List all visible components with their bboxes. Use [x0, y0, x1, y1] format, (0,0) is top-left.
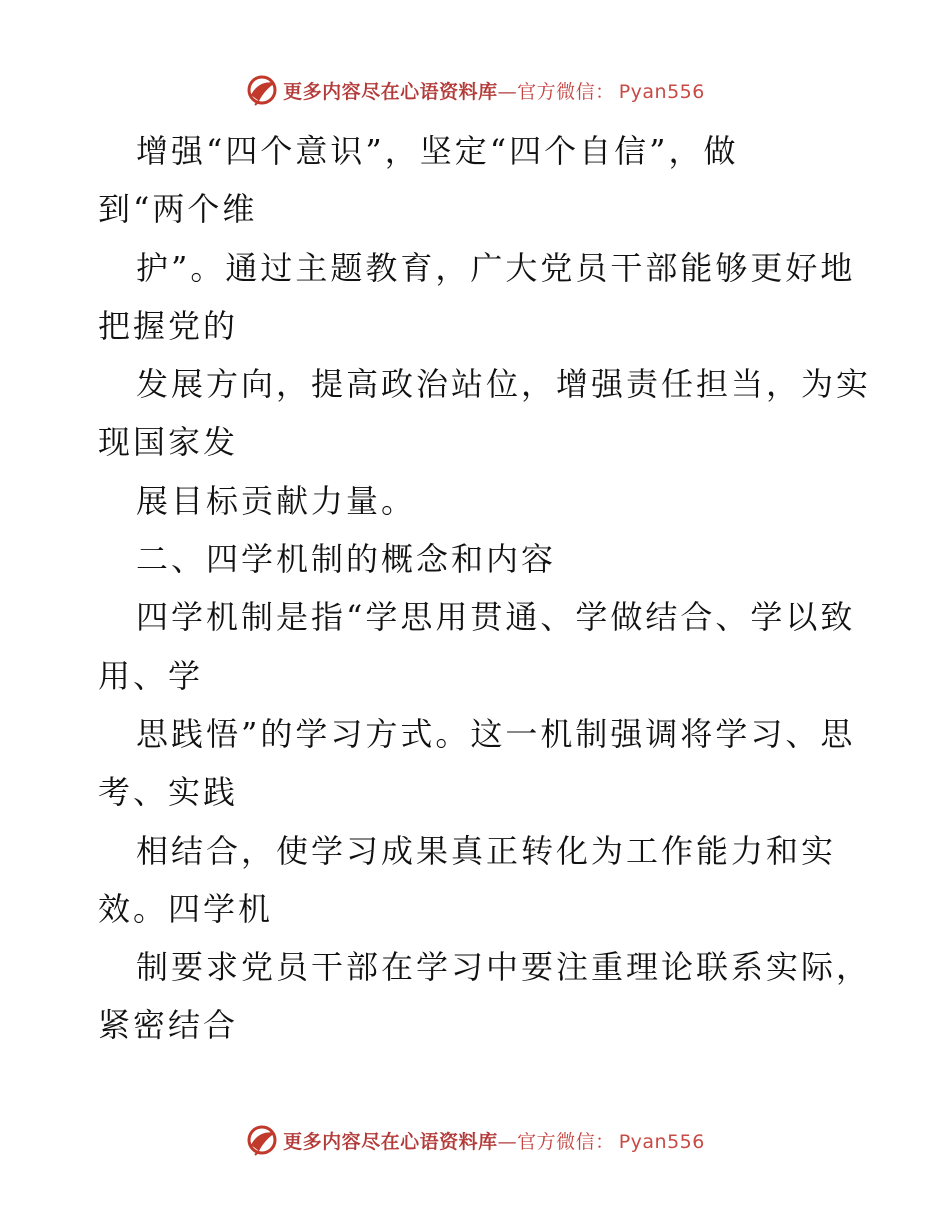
text-line: 到“两个维	[98, 190, 258, 229]
text-line: 发展方向，提高政治站位，增强责任担当，为实	[136, 365, 872, 404]
banner-wechat-id: Pyan556	[618, 80, 705, 103]
banner-official-label: 官方微信	[517, 80, 596, 103]
banner-separator: —	[497, 1130, 518, 1153]
pen-nib-logo-icon	[245, 73, 279, 107]
text-line: 用、学	[98, 656, 204, 695]
section-heading: 二、四学机制的概念和内容	[136, 540, 557, 579]
text-line: 四学机制是指“学思用贯通、学做结合、学以致	[136, 598, 856, 637]
footer-banner	[0, 1120, 950, 1160]
text-line: 制要求党员干部在学习中要注重理论联系实际，	[136, 948, 872, 987]
banner-wechat-id: Pyan556	[618, 1130, 705, 1153]
text-line: 思践悟”的学习方式。这一机制强调将学习、思	[136, 714, 856, 753]
text-line: 考、实践	[98, 773, 239, 812]
pen-nib-logo-icon	[245, 1123, 279, 1157]
text-line: 现国家发	[98, 423, 239, 462]
text-line: 把握党的	[98, 306, 239, 345]
text-line: 展目标贡献力量。	[136, 481, 417, 520]
text-line: 效。四学机	[98, 889, 274, 928]
banner-brand: 更多内容尽在心语资料库	[283, 1130, 498, 1153]
banner-separator: —	[497, 80, 518, 103]
text-line: 相结合，使学习成果真正转化为工作能力和实	[136, 831, 837, 870]
text-line: 护”。通过主题教育，广大党员干部能够更好地	[136, 248, 856, 287]
banner-official-label: 官方微信	[517, 1130, 596, 1153]
banner-text	[283, 1127, 705, 1154]
text-line: 增强“四个意识”，坚定“四个自信”，做	[136, 132, 739, 170]
banner-brand: 更多内容尽在心语资料库	[283, 80, 498, 103]
banner-colon: ：	[595, 1130, 615, 1153]
header-banner	[0, 70, 950, 110]
document-body	[98, 122, 872, 1055]
banner-colon: ：	[595, 80, 615, 103]
text-line: 紧密结合	[98, 1006, 239, 1045]
banner-text	[283, 77, 705, 104]
